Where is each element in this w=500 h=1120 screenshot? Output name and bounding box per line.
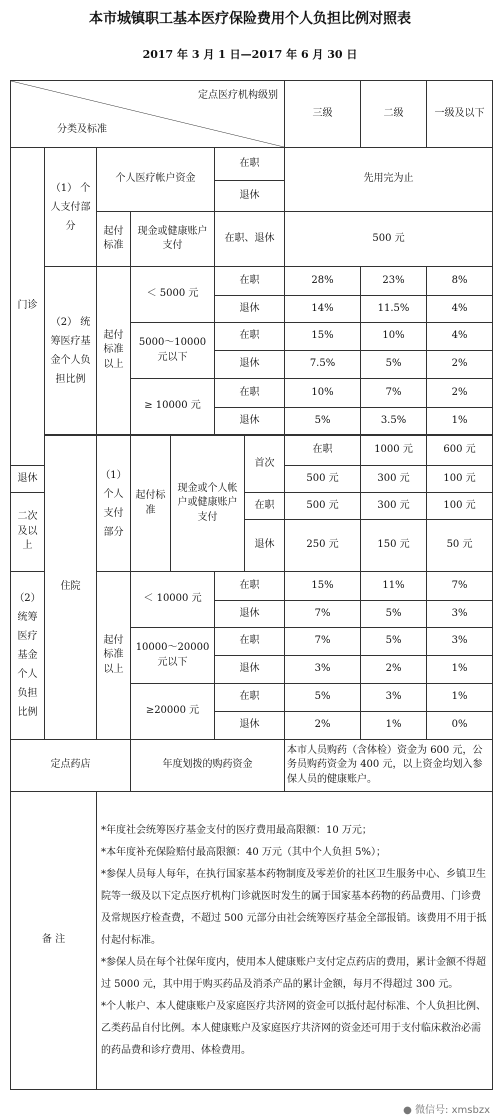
status-cell: 退休 xyxy=(215,351,285,379)
value-cell: 1% xyxy=(427,684,493,712)
header-institution-level: 定点医疗机构级别 xyxy=(198,90,279,101)
value-cell: 8% xyxy=(427,267,493,296)
clinic-threshold-label: 起付标准 xyxy=(97,212,131,267)
value-cell: 500 元 xyxy=(285,493,361,520)
status-cell: 在职 xyxy=(245,493,285,520)
clinic-cash-value: 500 元 xyxy=(285,212,493,267)
value-cell: 5% xyxy=(361,628,427,656)
hospital-first-label: 首次 xyxy=(245,436,285,493)
table-row xyxy=(11,740,493,792)
value-cell: 300 元 xyxy=(361,466,427,493)
value-cell: 250 元 xyxy=(285,520,361,572)
notes-label: 备 注 xyxy=(11,792,97,1090)
note-item: *参保人员在每个社保年度内，使用本人健康账户支付定点药店的费用，累计金额不得超过 5000 元，其中用于购买药品及消杀产品的累计金额，每月不得超过 300 元。 xyxy=(101,956,486,990)
value-cell: 1% xyxy=(427,408,493,435)
value-cell: 10% xyxy=(285,379,361,408)
status-cell: 在职 xyxy=(215,267,285,296)
status-cell: 在职、退休 xyxy=(215,212,285,267)
value-cell: 3% xyxy=(361,684,427,712)
clinic-part2-threshold: 起付标准以上 xyxy=(97,267,131,435)
value-cell: 100 元 xyxy=(427,466,493,493)
value-cell: 11% xyxy=(361,572,427,601)
header-level-3: 三级 xyxy=(285,81,361,148)
pharmacy-fund-label: 年度划拨的购药资金 xyxy=(131,740,285,792)
page-subtitle: 2017 年 3 月 1 日—2017 年 6 月 30 日 xyxy=(142,48,358,61)
clinic-cash-label: 现金或健康账户支付 xyxy=(131,212,215,267)
value-cell: 5% xyxy=(361,351,427,379)
status-cell: 退休 xyxy=(245,520,285,572)
clinic-part1-label: （1） 个人支付部分 xyxy=(45,148,97,267)
header-level-2: 二级 xyxy=(361,81,427,148)
value-cell: 2% xyxy=(361,656,427,684)
clinic-label: 门诊 xyxy=(11,148,45,466)
range-cell: 10000～20000 元以下 xyxy=(131,628,215,684)
status-cell: 在职 xyxy=(215,323,285,351)
table-row xyxy=(11,148,493,181)
value-cell: 5% xyxy=(361,601,427,628)
watermark xyxy=(399,1099,494,1118)
value-cell: 15% xyxy=(285,572,361,601)
hospital-second-label: 二次及以上 xyxy=(11,493,45,572)
value-cell: 3.5% xyxy=(361,408,427,435)
page-title: 本市城镇职工基本医疗保险费用个人负担比例对照表 xyxy=(89,11,411,27)
value-cell: 11.5% xyxy=(361,296,427,323)
clinic-account-value: 先用完为止 xyxy=(285,148,493,212)
range-cell: ≥ 10000 元 xyxy=(131,379,215,435)
value-cell: 10% xyxy=(361,323,427,351)
clinic-part2-label: （2） 统筹医疗基金个人负担比例 xyxy=(45,267,97,435)
pharmacy-text: 本市人员购药（含体检）资金为 600 元，公务员购药资金为 400 元，以上资金均划入参保人员的健康账户。 xyxy=(285,740,493,792)
value-cell: 4% xyxy=(427,323,493,351)
status-cell: 在职 xyxy=(285,436,361,466)
value-cell: 2% xyxy=(427,379,493,408)
hospital-label: 住院 xyxy=(45,436,97,740)
wechat-icon: ● xyxy=(403,1105,412,1116)
status-cell: 退休 xyxy=(11,466,45,493)
value-cell: 1% xyxy=(427,656,493,684)
status-cell: 在职 xyxy=(215,379,285,408)
header-category: 分类及标准 xyxy=(57,123,107,135)
pharmacy-label: 定点药店 xyxy=(11,740,131,792)
table-row xyxy=(11,436,493,466)
header-diagonal-cell xyxy=(11,81,285,148)
value-cell: 28% xyxy=(285,267,361,296)
hospital-part2-label: （2） 统筹医疗基金个人负担比例 xyxy=(11,572,45,740)
status-cell: 在职 xyxy=(215,572,285,601)
value-cell: 600 元 xyxy=(427,436,493,466)
value-cell: 2% xyxy=(427,351,493,379)
value-cell: 14% xyxy=(285,296,361,323)
value-cell: 5% xyxy=(285,408,361,435)
value-cell: 7% xyxy=(285,628,361,656)
value-cell: 5% xyxy=(285,684,361,712)
insurance-table xyxy=(10,80,493,1090)
status-cell: 退休 xyxy=(215,296,285,323)
range-cell: ＜ 10000 元 xyxy=(131,572,215,628)
header-level-1: 一级及以下 xyxy=(427,81,493,148)
value-cell: 3% xyxy=(427,628,493,656)
status-cell: 退休 xyxy=(215,601,285,628)
watermark-text: 微信号: xmsbzx xyxy=(415,1105,490,1116)
value-cell: 7% xyxy=(285,601,361,628)
notes-content xyxy=(97,792,493,1090)
range-cell: ≥20000 元 xyxy=(131,684,215,740)
value-cell: 3% xyxy=(427,601,493,628)
value-cell: 2% xyxy=(285,712,361,740)
status-cell: 退休 xyxy=(215,408,285,435)
note-item: *年度社会统筹医疗基金支付的医疗费用最高限额：10 万元； xyxy=(101,824,372,836)
value-cell: 7% xyxy=(427,572,493,601)
table-row xyxy=(11,267,493,296)
value-cell: 4% xyxy=(427,296,493,323)
value-cell: 23% xyxy=(361,267,427,296)
note-item: *参保人员每人每年，在执行国家基本药物制度及零差价的社区卫生服务中心、乡镇卫生院等一级及以下定点医疗机构门诊就医时发生的属于国家基本药物的药品费用、门诊费及常规医疗检查费，不超过 500 元部分由社会统筹医疗基金全部报销。该费用不用于抵付起付标准。 xyxy=(101,868,487,946)
note-item: *个人帐户、本人健康账户及家庭医疗共济网的资金可以抵付起付标准、个人负担比例、乙类药品自付比例。本人健康账户及家庭医疗共济网的资金还可用于支付临床救治必需的药品费和诊疗费用、体检费用。 xyxy=(101,1000,486,1056)
status-cell: 退休 xyxy=(215,656,285,684)
value-cell: 50 元 xyxy=(427,520,493,572)
table-header-row xyxy=(11,81,493,148)
range-cell: ＜ 5000 元 xyxy=(131,267,215,323)
range-cell: 5000～10000 元以下 xyxy=(131,323,215,379)
value-cell: 0% xyxy=(427,712,493,740)
value-cell: 1% xyxy=(361,712,427,740)
status-cell: 退休 xyxy=(215,181,285,212)
note-item: *本年度补充保险赔付最高限额：40 万元（其中个人负担 5%）； xyxy=(101,846,386,858)
status-cell: 在职 xyxy=(215,628,285,656)
value-cell: 500 元 xyxy=(285,466,361,493)
status-cell: 退休 xyxy=(215,712,285,740)
hospital-part2-threshold: 起付标准以上 xyxy=(97,572,131,740)
value-cell: 1000 元 xyxy=(361,436,427,466)
hospital-part1-label: （1） 个人支付部分 xyxy=(97,436,131,572)
value-cell: 7.5% xyxy=(285,351,361,379)
table-row xyxy=(11,792,493,1090)
hospital-cash-label: 现金或个人帐户或健康账户支付 xyxy=(171,436,245,572)
value-cell: 7% xyxy=(361,379,427,408)
value-cell: 3% xyxy=(285,656,361,684)
hospital-threshold-label: 起付标准 xyxy=(131,436,171,572)
status-cell: 在职 xyxy=(215,684,285,712)
value-cell: 300 元 xyxy=(361,493,427,520)
value-cell: 150 元 xyxy=(361,520,427,572)
status-cell: 在职 xyxy=(215,148,285,181)
value-cell: 15% xyxy=(285,323,361,351)
value-cell: 100 元 xyxy=(427,493,493,520)
clinic-account-label: 个人医疗帐户资金 xyxy=(97,148,215,212)
